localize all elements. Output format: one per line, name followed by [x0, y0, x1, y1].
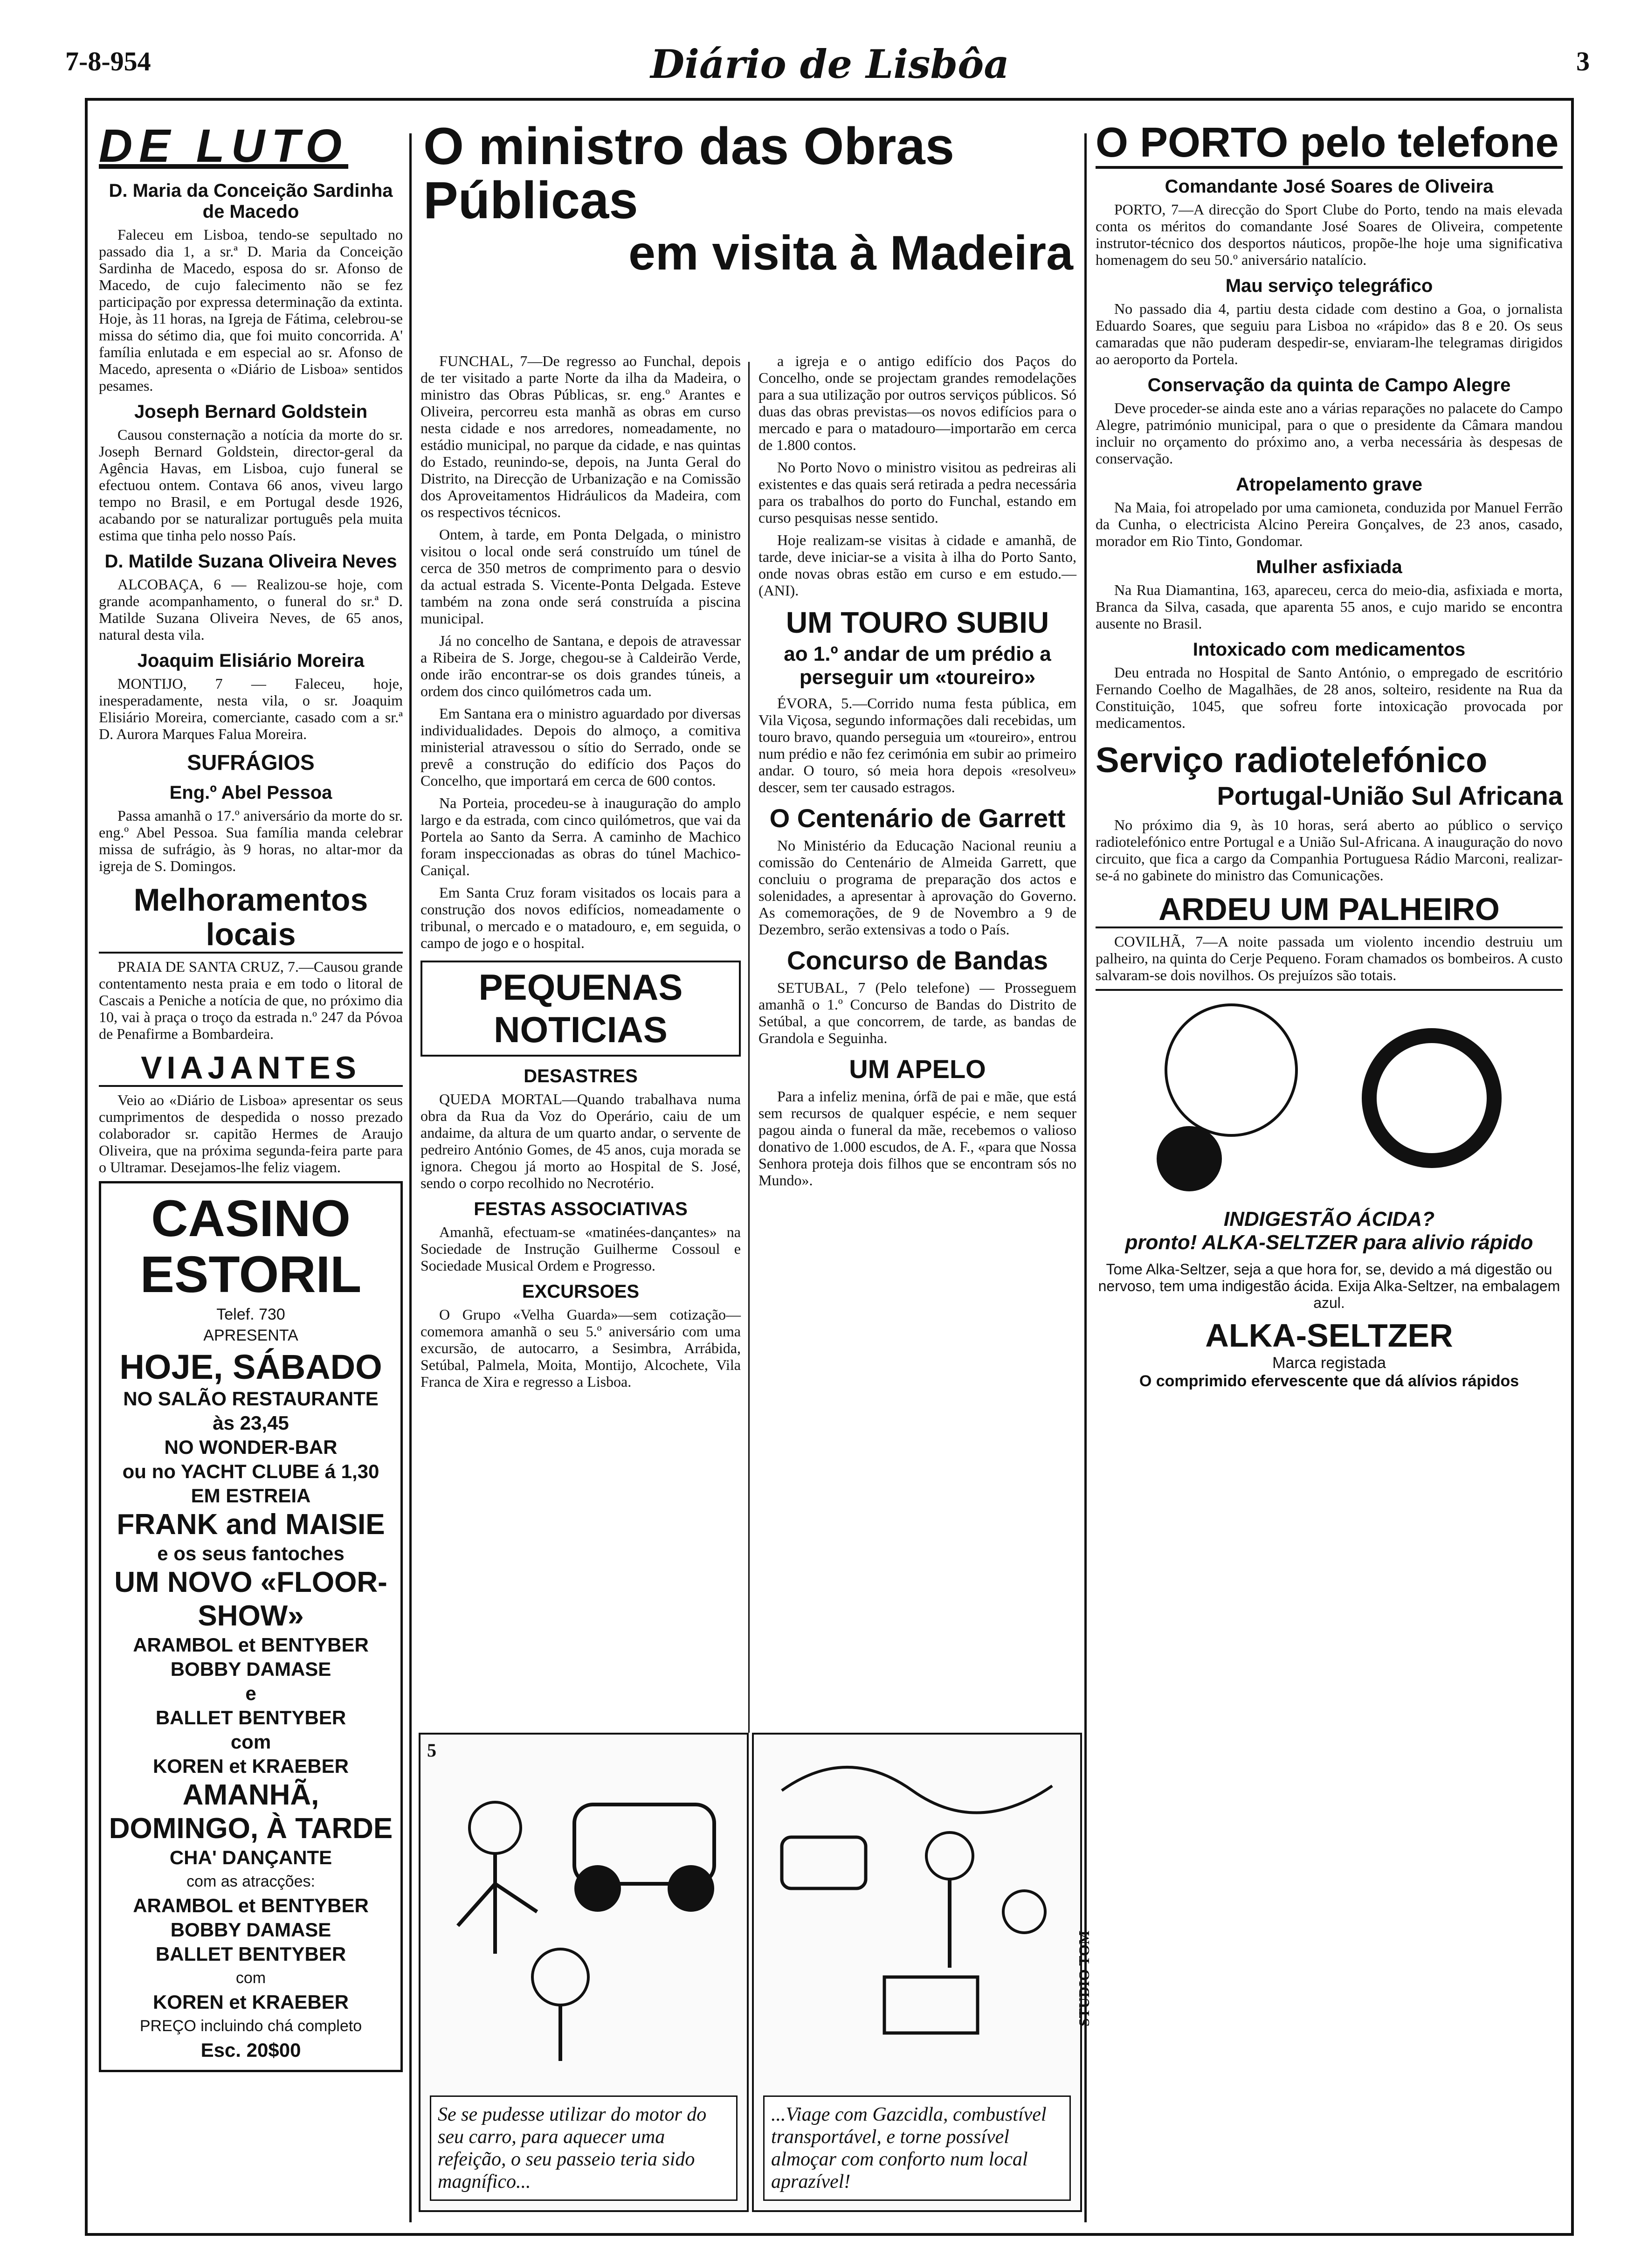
cartoon-drawing-right	[754, 1735, 1080, 2089]
palheiro-headline: ARDEU UM PALHEIRO	[1096, 892, 1563, 928]
sufragios-name: Eng.º Abel Pessoa	[169, 782, 332, 803]
section-heading: DESASTRES	[524, 1066, 638, 1086]
column-de-luto	[92, 119, 409, 2227]
news-subheading: Mulher asfixiada	[1256, 557, 1402, 577]
column-porto	[1089, 119, 1569, 2227]
alka-brand: ALKA-SELTZER	[1205, 1317, 1453, 1354]
ad-text: com as atracções:	[186, 1873, 315, 1890]
ad-text: EM ESTREIA	[191, 1485, 311, 1507]
ad-text: UM NOVO «FLOOR-SHOW»	[114, 1566, 387, 1632]
article-paragraph: Hoje realizam-se visitas à cidade e amanhã, de tarde, deve iniciar-se a visita à ilha do Porto Santo, onde novas obras estão em curso e em estudo.—(ANI).	[758, 532, 1076, 599]
radio-headline: Serviço radiotelefónico	[1096, 740, 1488, 780]
ad-text: APRESENTA	[203, 1327, 298, 1344]
palheiro-text: COVILHÃ, 7—A noite passada um violento incendio destruiu um palheiro, na quinta do Cerje Pequeno. Foram chamados os bombeiros. A custo salvaram-se dois novilhos. Os prejuízos são totais.	[1096, 933, 1563, 983]
ad-text: às 23,45	[213, 1412, 289, 1434]
garrett-headline: O Centenário de Garrett	[769, 803, 1066, 833]
obituary-name: D. Matilde Suzana Oliveira Neves	[104, 551, 397, 572]
column-rule	[1084, 133, 1087, 2222]
news-subheading: Conservação da quinta de Campo Alegre	[1147, 375, 1511, 395]
news-subheading: Mau serviço telegráfico	[1225, 276, 1433, 296]
news-subheading: Intoxicado com medicamentos	[1193, 639, 1466, 660]
alka-trademark: Marca registada	[1272, 1354, 1386, 1372]
ad-text: com	[230, 1731, 271, 1753]
headline-madeira: em visita à Madeira	[628, 226, 1073, 280]
ad-text: NO SALÃO RESTAURANTE	[123, 1388, 379, 1410]
news-subheading: Comandante José Soares de Oliveira	[1165, 176, 1494, 197]
section-heading: FESTAS ASSOCIATIVAS	[474, 1199, 688, 1219]
news-text: Na Maia, foi atropelado por uma camioneta, conduzida por Manuel Ferrão da Cunha, o electricista Alcino Pereira Gonçalves, de 23 anos, casado, morador em Rio Tinto, Gondomar.	[1096, 499, 1563, 549]
cartoon-signature: STUDIO TOM	[1076, 1930, 1092, 2026]
ad-text: BOBBY DAMASE	[170, 1919, 331, 1941]
alka-slogan: pronto! ALKA-SELTZER para alivio rápido	[1125, 1231, 1533, 1254]
alka-seltzer-ad	[1096, 989, 1563, 1390]
ad-text: e os seus fantoches	[157, 1542, 345, 1564]
cartoon-drawing-left	[421, 1735, 747, 2089]
pequenas-noticias-heading: PEQUENAS NOTICIAS	[421, 961, 741, 1057]
melhoramentos-text: PRAIA DE SANTA CRUZ, 7.—Causou grande contentamento nesta praia e em todo o litoral de Cascais a Peniche a notícia de que, no próximo dia 10, vai à praça o troço da estrada n.º 247 da Póvoa de Penafirme a Bombardeira.	[99, 958, 403, 1042]
ad-text: HOJE, SÁBADO	[119, 1348, 382, 1386]
ad-text: FRANK and MAISIE	[117, 1508, 385, 1541]
page-frame	[85, 98, 1574, 2236]
obituary-text: Faleceu em Lisboa, tendo-se sepultado no passado dia 1, a sr.ª D. Maria da Conceição Sardinha de Macedo, esposa do sr. Afonso de Macedo, de cujo falecimento não se fez participação por expressa determinação da extinta. Hoje, às 11 horas, na Igreja de Fátima, celebrou-se missa do sétimo dia, que foi muito concorrida. A' família enlutada e em especial ao sr. Afonso de Macedo, apresenta o «Diário de Lisboa» sentidos pesames.	[99, 226, 403, 394]
article-paragraph: FUNCHAL, 7—De regresso ao Funchal, depois de ter visitado a parte Norte da ilha da Madeira, o ministro das Obras Públicas, sr. eng.º Arantes e Oliveira, percorreu esta manhã as obras em curso nesta cidade e nos arredores, nomeadamente, no estádio municipal, no parque da cidade, e nas quintas do Estado, reunindo-se, depois, na Junta Geral do Distrito, na Direcção de Urbanização e na Comissão dos Aproveitamentos Hidráulicos da Madeira, com os respectivos técnicos.	[421, 353, 741, 520]
headline-porto: O PORTO pelo telefone	[1096, 119, 1563, 169]
radio-text: No próximo dia 9, às 10 horas, será aberto ao público o serviço radiotelefónico entre Portugal e a União Sul-Africana. A inauguração do novo circuito, que fica a cargo da Companhia Portuguesa Rádio Marconi, realizar-se-á no gabinete do ministro das Comunicações.	[1096, 816, 1563, 884]
viajantes-heading: VIAJANTES	[99, 1051, 403, 1087]
obituary-name: Joaquim Elisiário Moreira	[137, 650, 365, 671]
news-text: PORTO, 7—A direcção do Sport Clube do Porto, tendo na mais elevada conta os méritos do comandante José Soares de Oliveira, competente instrutor-técnico dos desportos náuticos, propõe-lhe hoje uma significativa homenagem do seu 50.º aniversário natalício.	[1096, 201, 1563, 268]
article-paragraph: Já no concelho de Santana, e depois de atravessar a Ribeira de S. Jorge, chegou-se à Caldeirão Verde, onde irão encontrar-se os dois grandes túneis, a ordem dos cinco quilómetros cada um.	[421, 632, 741, 699]
alka-tagline: O comprimido efervescente que dá alívios rápidos	[1139, 1372, 1519, 1390]
bandas-headline: Concurso de Bandas	[786, 946, 1048, 975]
column-rule	[748, 362, 750, 1733]
ad-text: ARAMBOL et BENTYBER	[133, 1895, 369, 1916]
section-heading: EXCURSOES	[522, 1281, 640, 1302]
apelo-text: Para a infeliz menina, órfã de pai e mãe, que está sem recursos de qualquer espécie, e nem sequer pagou ainda o funeral da mãe, recebemos o valioso donativo de 1.000 escudos, de A. F., «para que Nossa Senhora proteja dois filhos que se encontram sós no Mundo».	[758, 1088, 1076, 1189]
article-paragraph: Ontem, à tarde, em Ponta Delgada, o ministro visitou o local onde será construído um túnel de cerca de 350 metros de comprimento para o desvio da actual estrada S. Vicente-Ponta Delgada. Esteve também na zona onde será construída a piscina municipal.	[421, 526, 741, 627]
article-paragraph: Em Santana era o ministro aguardado por diversas individualidades. Depois do almoço, a comitiva ministerial atravessou o sítio do Serrado, onde se prevê a construção do edifício dos Paços do Concelho, que importará em cerca de 600 contos.	[421, 705, 741, 789]
ministro-headline-block	[414, 119, 1083, 371]
column-rule	[409, 133, 412, 2222]
ad-text: NO WONDER-BAR	[164, 1436, 338, 1458]
obituary-text: ALCOBAÇA, 6 — Realizou-se hoje, com grande acompanhamento, o funeral do sr.ª D. Matilde Suzana Oliveira Neves, de 65 anos, natural desta vila.	[99, 576, 403, 643]
ad-text: PREÇO incluindo chá completo	[139, 2017, 362, 2035]
sufragios-text: Passa amanhã o 17.º aniversário da morte do sr. eng.º Abel Pessoa. Sua família manda celebrar missa de sufrágio, às 9 horas, no altar-mor da igreja de S. Domingos.	[99, 807, 403, 874]
article-paragraph: Em Santa Cruz foram visitados os locais para a construção dos novos edifícios, nomeadamente o tribunal, o mercado e o matadouro, e, em seguida, o campo de jogo e o hospital.	[421, 884, 741, 951]
radio-subheadline: Portugal-União Sul Africana	[1217, 781, 1563, 810]
news-text: Deu entrada no Hospital de Santo António, o empregado de escritório Fernando Coelho de Magalhães, de 28 anos, solteiro, residente na Rua da Constituição, 1045, que sofreu forte intoxicação provocada por medicamentos.	[1096, 664, 1563, 731]
garrett-text: No Ministério da Educação Nacional reuniu a comissão do Centenário de Almeida Garrett, que concluiu o programa de preparação dos actos e solenidades, a apresentar à aprovação do Governo. As comemorações, de 9 de Novembro a 9 de Dezembro, serão extensivas a todo o País.	[758, 837, 1076, 938]
ad-text: ou no YACHT CLUBE á 1,30	[122, 1460, 379, 1482]
news-subheading: Atropelamento grave	[1235, 474, 1423, 495]
ad-text: KOREN et KRAEBER	[152, 1755, 349, 1777]
melhoramentos-heading: Melhoramentos locais	[99, 883, 403, 954]
alka-question: INDIGESTÃO ÁCIDA?	[1223, 1208, 1435, 1231]
page-number: 3	[1576, 46, 1590, 76]
newspaper-title: Diário de Lisbôa	[650, 41, 1009, 87]
cartoon-caption-right: ...Viage com Gazcidla, combustível transportável, e torne possível almoçar com conforto num local aprazível!	[763, 2095, 1071, 2201]
obituary-name: D. Maria da Conceição Sardinha de Macedo	[109, 180, 393, 222]
cartoon-caption-left: Se se pudesse utilizar do motor do seu carro, para aquecer uma refeição, o seu passeio teria sido magnífico...	[430, 2095, 738, 2201]
issue-date: 7-8-954	[65, 46, 151, 76]
article-paragraph: Na Porteia, procedeu-se à inauguração do amplo largo e da estrada, com cinco quilómetros, que vai da Portela ao Santo da Serra. A caminho de Machico foram inspeccionadas as obras do túnel Machico-Caniçal.	[421, 795, 741, 878]
ad-text: AMANHÃ, DOMINGO, À TARDE	[109, 1779, 393, 1845]
obituary-text: Causou consternação a notícia da morte do sr. Joseph Bernard Goldstein, director-geral da Agência Havas, em Lisboa, cujo funeral se efectuou ontem. Contava 66 anos, viveu largo tempo no Brasil, e em Portugal desde 1926, acabando por se naturalizar português pela muita estima que tinha pelo nosso País.	[99, 426, 403, 544]
news-text: No passado dia 4, partiu desta cidade com destino a Goa, o jornalista Eduardo Soares, que seguiu para Lisboa no «rápido» das 8 e 20. Os seus camaradas que não puderam despedir-se, enviaram-lhe telegramas dirigidos ao aeroporto da Portela.	[1096, 300, 1563, 367]
cartoon-left	[419, 1733, 749, 2212]
ad-text: ARAMBOL et BENTYBER	[133, 1634, 369, 1656]
masthead	[61, 36, 1599, 106]
casino-name: CASINO ESTORIL	[140, 1190, 362, 1303]
alka-copy: Tome Alka-Seltzer, seja a que hora for, se, devido a má digestão ou nervoso, tem uma indigestão ácida. Exija Alka-Seltzer, na embalagem azul.	[1098, 1261, 1560, 1311]
ad-text: com	[235, 1969, 266, 1987]
ad-text: KOREN et KRAEBER	[152, 1991, 349, 2013]
article-paragraph: a igreja e o antigo edifício dos Paços do Concelho, onde se projectam grandes remodelações para a sua utilização por outros serviços públicos. Só duas das obras previstas—os novos edifícios para o mercado e para o matadouro—importarão em cerca de 1.800 contos.	[758, 353, 1076, 453]
news-text: Na Rua Diamantina, 163, apareceu, cerca do meio-dia, asfixiada e morta, Branca da Silva, casada, que aparenta 55 anos, e cujo marido se encontra ausente no Brasil.	[1096, 581, 1563, 632]
column-ministro	[414, 353, 747, 1733]
viajantes-text: Veio ao «Diário de Lisboa» apresentar os seus cumprimentos de despedida o nosso prezado colaborador sr. capitão Hermes de Araujo Oliveira, que na próxima segunda-feira parte para o Ultramar. Desejamos-lhe feliz viagem.	[99, 1092, 403, 1175]
cartoon-right	[752, 1733, 1092, 2212]
cartoon-number: 5	[427, 1740, 436, 1761]
touro-headline: UM TOURO SUBIU	[786, 606, 1049, 639]
ad-price: Esc. 20$00	[200, 2039, 301, 2061]
ad-text: BALLET BENTYBER	[155, 1707, 346, 1729]
casino-estoril-ad	[99, 1181, 403, 2072]
ad-text: e	[245, 1682, 256, 1704]
news-text: Amanhã, efectuam-se «matinées-dançantes» na Sociedade de Instrução Guilherme Cossoul e Sociedade Musical Ordem e Progresso.	[421, 1224, 741, 1274]
ad-text: BOBBY DAMASE	[170, 1658, 331, 1680]
ad-text: CHA' DANÇANTE	[169, 1846, 332, 1868]
news-text: QUEDA MORTAL—Quando trabalhava numa obra da Rua da Voz do Operário, caiu de um andaime, da altura de um quarto andar, o servente de pedreiro António Gomes, de 45 anos, cuja morada se ignora. Chegou já morto ao Hospital de S. José, sendo o corpo recolhido no Necrotério.	[421, 1091, 741, 1191]
touro-text: ÉVORA, 5.—Corrido numa festa pública, em Vila Viçosa, segundo informações dali recebidas, um touro bravo, quando perseguia um «toureiro», entrou num prédio e não fez cerimónia em subir ao primeiro andar. O touro, só meia hora depois «resolveu» descer, sem ter causado estragos.	[758, 695, 1076, 795]
alka-seltzer-illustration	[1096, 1000, 1562, 1205]
sufragios-heading: SUFRÁGIOS	[187, 750, 315, 774]
obituary-name: Joseph Bernard Goldstein	[134, 401, 368, 422]
obituary-text: MONTIJO, 7 — Faleceu, hoje, inesperadamente, nesta vila, o sr. Joaquim Elisiário Moreira, comerciante, casado com a sr.ª D. Aurora Marques Falua Moreira.	[99, 675, 403, 742]
casino-phone: Telef. 730	[216, 1306, 285, 1323]
news-text: Deve proceder-se ainda este ano a várias reparações no palacete do Campo Alegre, património municipal, para o que o presidente da Câmara mandou incluir no orçamento do próximo ano, a verba necessária às despesas de conservação.	[1096, 400, 1563, 467]
headline-de-luto: DE LUTO	[99, 120, 349, 172]
touro-subheadline: ao 1.º andar de um prédio a perseguir um «toureiro»	[784, 643, 1051, 689]
news-text: O Grupo «Velha Guarda»—sem cotização—comemora amanhã o seu 5.º aniversário com uma excursão, de autocarro, a Sesimbra, Arrábida, Setúbal, Palmela, Moita, Montijo, Alcochete, Vila Franca de Xira e regresso a Lisboa.	[421, 1306, 741, 1390]
headline-ministro: O ministro das Obras Públicas	[423, 119, 954, 229]
apelo-headline: UM APELO	[849, 1054, 986, 1084]
column-center-right	[752, 353, 1083, 1733]
ad-text: BALLET BENTYBER	[155, 1943, 346, 1965]
bandas-text: SETUBAL, 7 (Pelo telefone) — Prosseguem amanhã o 1.º Concurso de Bandas do Distrito de Setúbal, a que concorrem, de tarde, as bandas de Grandola e Seguinha.	[758, 979, 1076, 1046]
article-paragraph: No Porto Novo o ministro visitou as pedreiras ali existentes e das quais será retirada a pedra necessária para os trabalhos do porto do Funchal, estando em curso pesquisas nesse sentido.	[758, 459, 1076, 526]
